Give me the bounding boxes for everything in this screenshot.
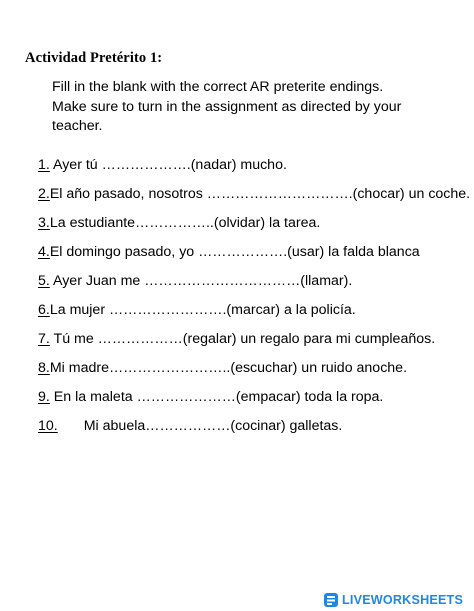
item-number: 7. bbox=[38, 331, 50, 347]
item-text: La mujer …………………….(marcar) a la policía. bbox=[49, 302, 356, 318]
item-text: Mi madre……………………..(escuchar) un ruido anoche. bbox=[49, 360, 408, 376]
item-number: 9. bbox=[38, 389, 50, 405]
item-text: El domingo pasado, yo ……………….(usar) la falda blanca bbox=[49, 244, 420, 260]
liveworksheets-logo bbox=[323, 592, 463, 608]
item-number: 4. bbox=[38, 244, 50, 260]
item-number: 5. bbox=[38, 273, 50, 289]
item-text: Ayer Juan me ……………………………(llamar). bbox=[49, 273, 353, 289]
item-text: Mi abuela………………(cocinar) galletas. bbox=[83, 418, 343, 434]
worksheet-title: Actividad Pretérito 1: bbox=[25, 50, 163, 66]
logo-text: LIVEWORKSHEETS bbox=[342, 593, 464, 607]
instruction-line: teacher. bbox=[52, 118, 103, 134]
item-number: 10. bbox=[38, 418, 58, 434]
item-number: 6. bbox=[38, 302, 50, 318]
exercise-item-7 bbox=[38, 330, 435, 348]
exercise-item-2 bbox=[38, 185, 470, 203]
exercise-item-1 bbox=[38, 156, 287, 174]
item-number: 8. bbox=[38, 360, 50, 376]
item-text: La estudiante……………..(olvidar) la tarea. bbox=[49, 215, 321, 231]
item-text: El año pasado, nosotros ………………………….(chocar) un coche. bbox=[49, 186, 471, 202]
exercise-item-8 bbox=[38, 359, 407, 377]
exercise-item-3 bbox=[38, 214, 320, 232]
item-text: Ayer tú ……………….(nadar) mucho. bbox=[49, 157, 287, 173]
item-text: Tú me ………………(regalar) un regalo para mi cumpleaños. bbox=[49, 331, 436, 347]
item-number: 3. bbox=[38, 215, 50, 231]
item-number: 2. bbox=[38, 186, 50, 202]
exercise-item-4 bbox=[38, 243, 420, 261]
item-text: En la maleta …………………(empacar) toda la ropa. bbox=[49, 389, 384, 405]
item-number: 1. bbox=[38, 157, 50, 173]
exercise-item-5 bbox=[38, 272, 352, 290]
instruction-line: Fill in the blank with the correct AR preterite endings. bbox=[52, 79, 384, 95]
instruction-line: Make sure to turn in the assignment as directed by your bbox=[52, 98, 402, 115]
instructions bbox=[52, 78, 442, 137]
exercise-item-9 bbox=[38, 388, 383, 406]
liveworksheets-logo-icon bbox=[323, 592, 339, 608]
exercise-item-6 bbox=[38, 301, 356, 319]
exercise-item-10 bbox=[38, 417, 342, 435]
